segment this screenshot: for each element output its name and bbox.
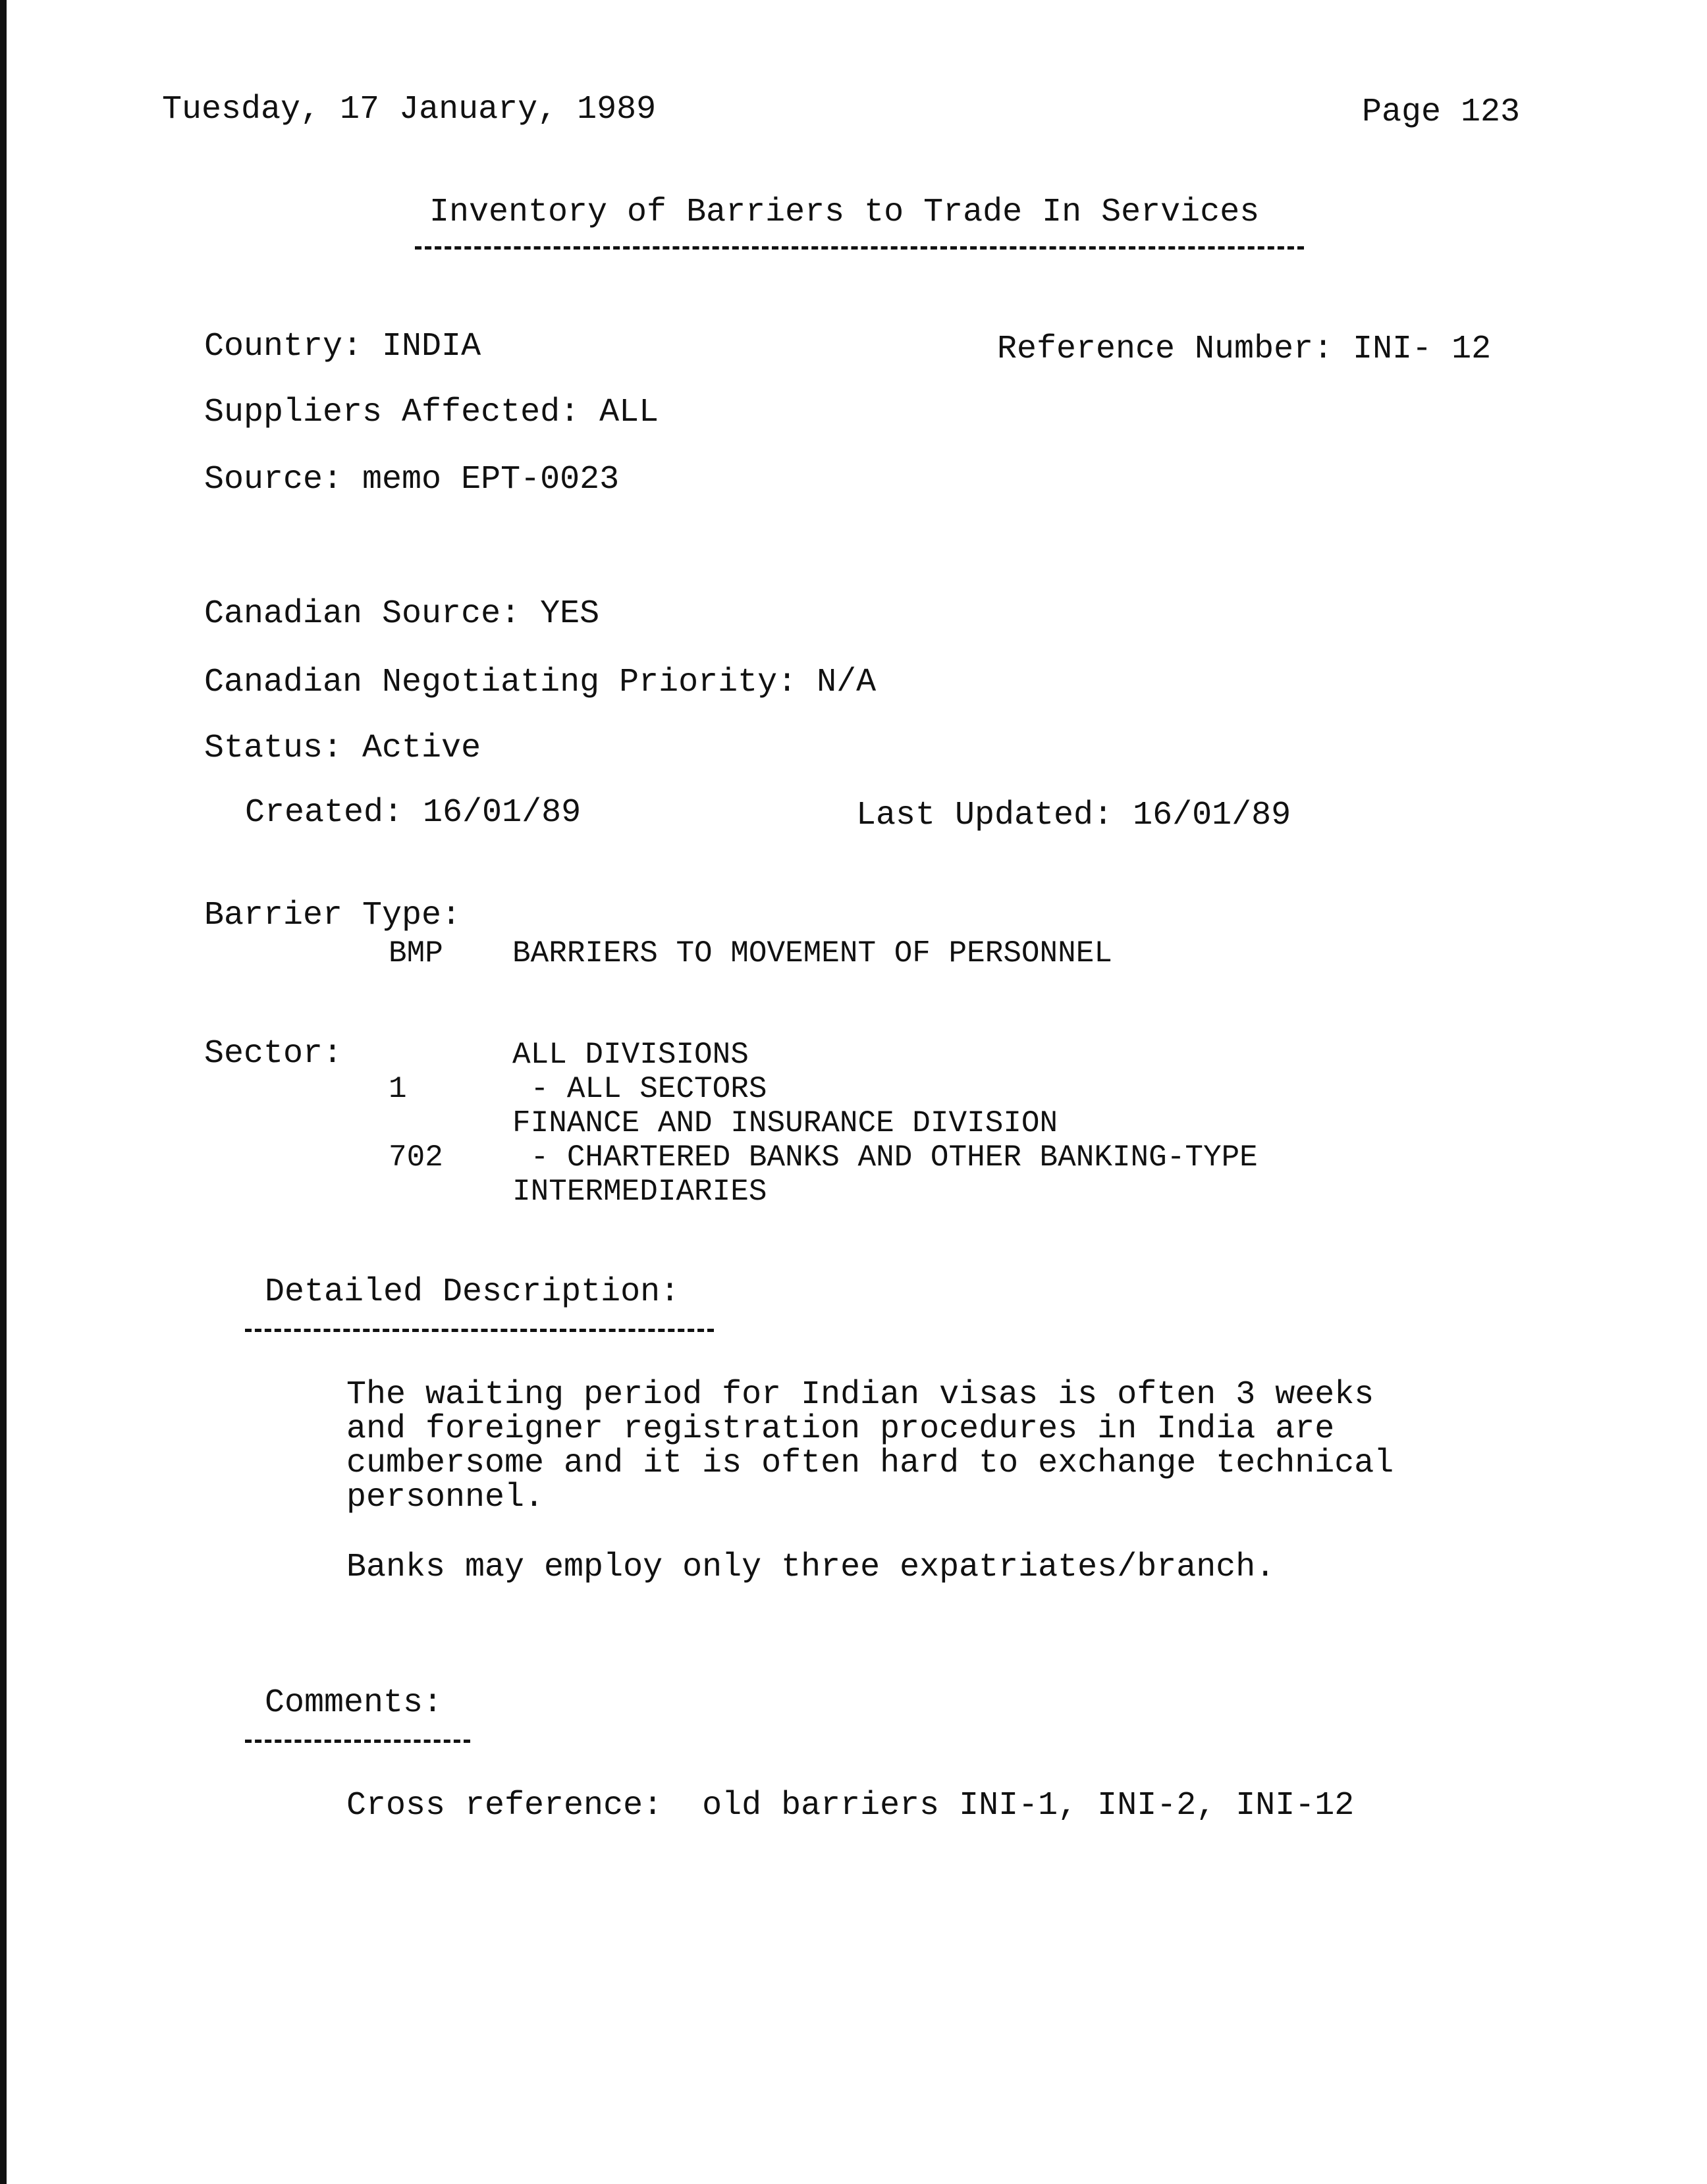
barrier-type-description: BARRIERS TO MOVEMENT OF PERSONNEL xyxy=(512,936,1112,971)
sector-line: FINANCE AND INSURANCE DIVISION xyxy=(512,1106,1058,1140)
description-paragraph: Banks may employ only three expatriates/branch. xyxy=(346,1549,1276,1586)
scan-edge xyxy=(0,0,7,2184)
source-field: Source: memo EPT-0023 xyxy=(204,461,620,498)
sector-line: - CHARTERED BANKS AND OTHER BANKING-TYPE xyxy=(512,1140,1258,1175)
cross-reference-text: Cross reference: old barriers INI-1, INI-2, INI-12 xyxy=(346,1787,1355,1824)
sector-line: - ALL SECTORS xyxy=(512,1072,767,1106)
comments-heading: Comments: xyxy=(265,1684,443,1722)
description-underline xyxy=(245,1329,714,1332)
document-date: Tuesday, 17 January, 1989 xyxy=(162,91,657,128)
description-line: and foreigner registration procedures in India are xyxy=(346,1410,1335,1448)
country-field: Country: INDIA xyxy=(204,328,481,365)
description-line: personnel. xyxy=(346,1479,545,1516)
page-number: Page 123 xyxy=(1362,93,1521,131)
created-field: Created: 16/01/89 xyxy=(245,794,582,832)
description-line: cumbersome and it is often hard to exchange technical xyxy=(346,1445,1394,1482)
barrier-type-code: BMP xyxy=(389,936,443,971)
title-underline xyxy=(415,246,1304,250)
comments-underline xyxy=(245,1740,470,1743)
sector-line: ALL DIVISIONS xyxy=(512,1038,749,1072)
sector-line: INTERMEDIARIES xyxy=(512,1175,767,1209)
detailed-description-heading: Detailed Description: xyxy=(265,1273,680,1311)
negotiating-priority-field: Canadian Negotiating Priority: N/A xyxy=(204,664,877,701)
document-title: Inventory of Barriers to Trade In Services xyxy=(429,194,1260,231)
last-updated-field: Last Updated: 16/01/89 xyxy=(856,797,1291,834)
description-line: The waiting period for Indian visas is often 3 weeks xyxy=(346,1376,1374,1414)
barrier-type-label: Barrier Type: xyxy=(204,897,462,934)
canadian-source-field: Canadian Source: YES xyxy=(204,595,600,633)
status-field: Status: Active xyxy=(204,730,481,767)
sector-code: 1 xyxy=(389,1072,407,1106)
suppliers-affected-field: Suppliers Affected: ALL xyxy=(204,394,659,431)
sector-label: Sector: xyxy=(204,1035,343,1073)
reference-number-field: Reference Number: INI- 12 xyxy=(997,331,1492,368)
sector-code: 702 xyxy=(389,1140,443,1175)
